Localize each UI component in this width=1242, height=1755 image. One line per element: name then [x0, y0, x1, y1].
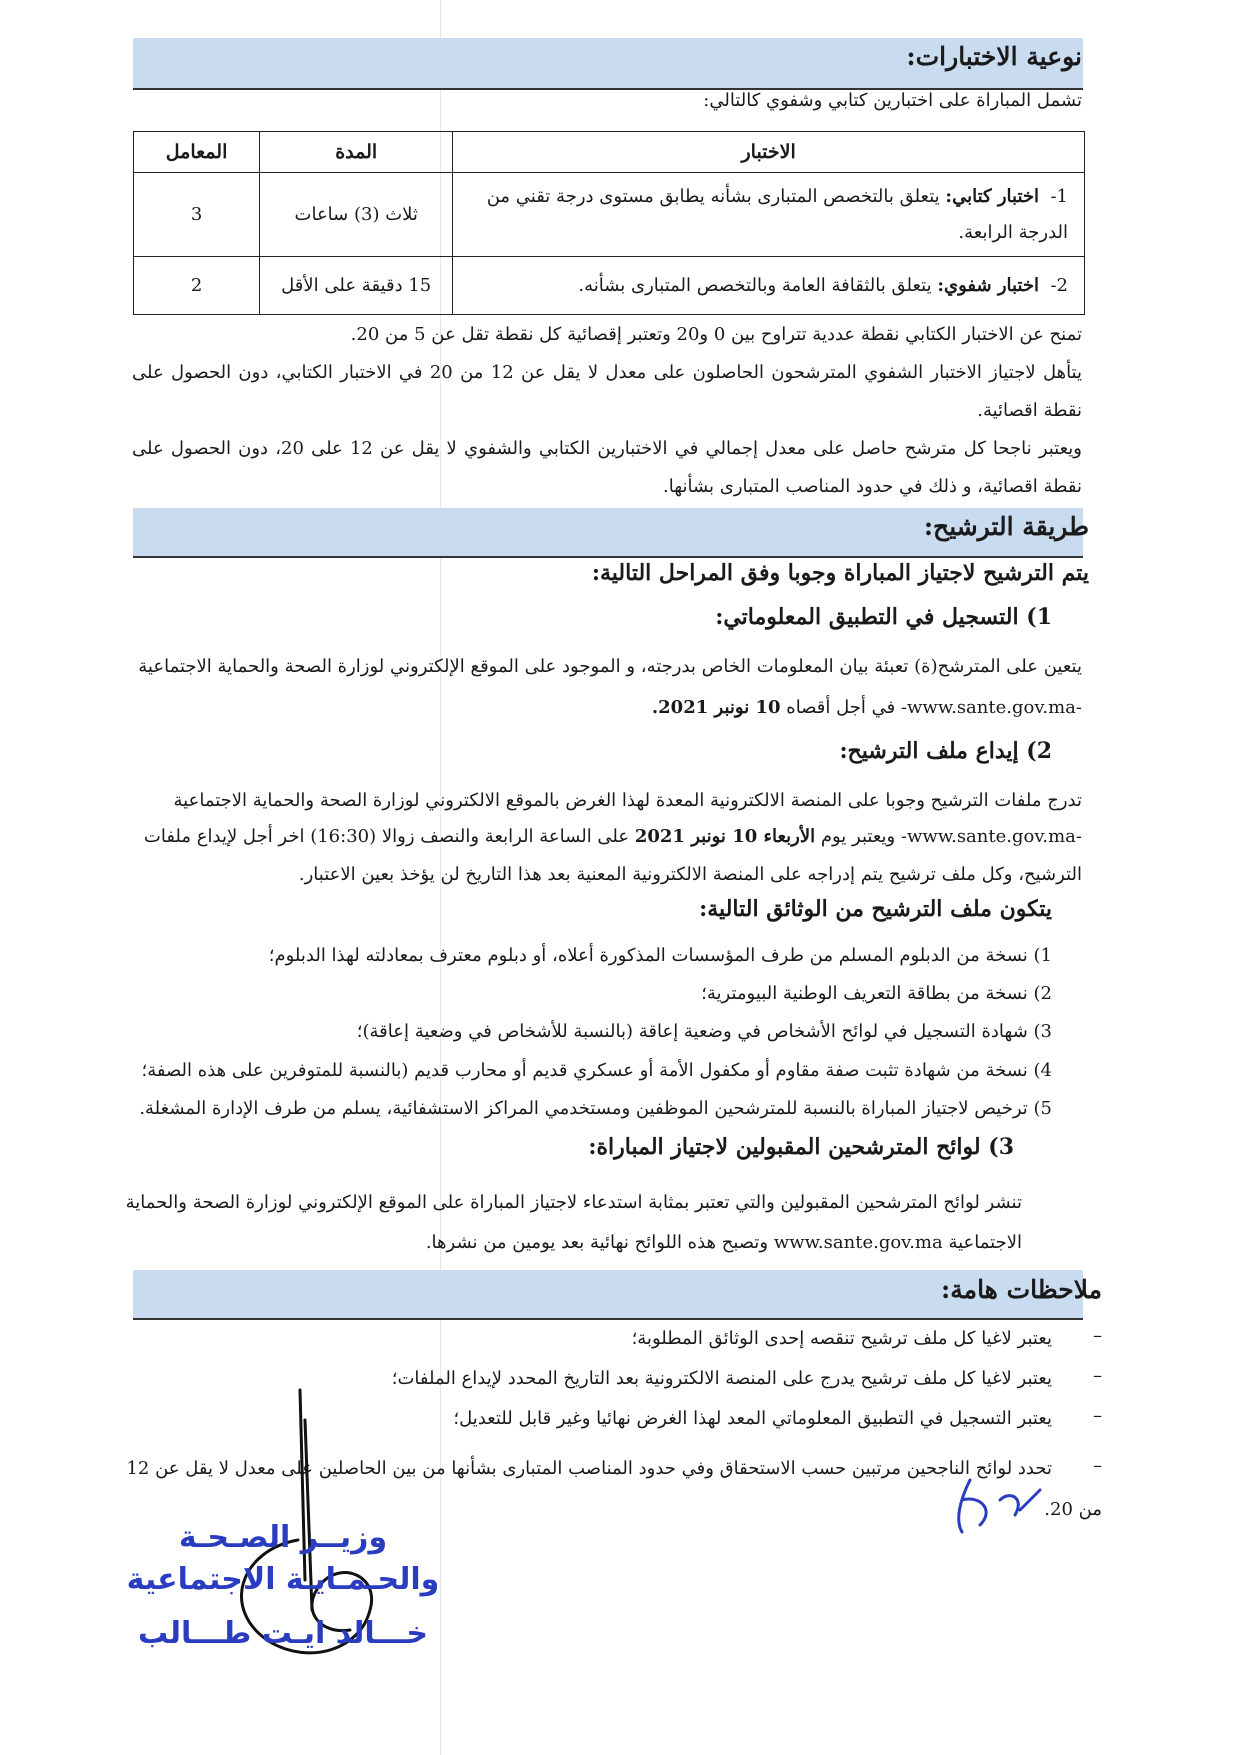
- row-test-text: يتعلق بالتخصص المتبارى بشأنه يطابق مستوى درجة تقني من الدرجة الرابعة.: [486, 185, 1068, 243]
- row-number: 1-: [1050, 185, 1068, 207]
- step1-deadline: 10 نونبر 2021.: [651, 697, 781, 718]
- row-coef: 3: [134, 173, 260, 257]
- table-header-row: [134, 132, 1085, 173]
- step2-line3: الترشيح، وكل ملف ترشيح يتم إدراجه على المنصة الالكترونية المعنية بعد هذا التاريخ لن يؤخذ بعين الاعتبار.: [298, 864, 1082, 885]
- section-title-candidacy: طريقة الترشيح:: [923, 512, 1089, 541]
- step3-title: 3) لوائح المترشحين المقبولين لاجتياز المباراة:: [588, 1134, 1014, 1160]
- list-item: يعتبر لاغيا كل ملف ترشيح تنقصه إحدى الوثائق المطلوبة؛: [631, 1328, 1052, 1349]
- row-duration: 15 دقيقة على الأقل: [260, 257, 453, 315]
- note-dash: –: [1093, 1365, 1102, 1386]
- step2-line2-rest: على الساعة الرابعة والنصف زوالا (16:30) اخر أجل لإيداع ملفات: [143, 826, 635, 847]
- tests-table: [133, 131, 1085, 315]
- step2-deadline: الأربعاء 10 نونبر 2021: [634, 826, 816, 847]
- section-title-tests: نوعية الاختبارات:: [906, 42, 1082, 71]
- stamp-ministry-line: والحـمـايـة الاجتماعية: [126, 1562, 440, 1597]
- header-coef: المعامل: [134, 132, 260, 173]
- paragraph-written-score: تمنح عن الاختبار الكتابي نقطة عددية تتراوح بين 0 و20 وتعتبر إقصائية كل نقطة تقل عن 5 من 20.: [350, 324, 1082, 345]
- step1-line2-text: -www.sante.gov.ma- في أجل أقصاه: [780, 697, 1082, 718]
- row-number: 2-: [1050, 274, 1068, 296]
- table-row: [134, 257, 1085, 315]
- step2-title: 2) إيداع ملف الترشيح:: [839, 738, 1052, 764]
- list-item: يعتبر لاغيا كل ملف ترشيح يدرج على المنصة الالكترونية بعد التاريخ المحدد لإيداع الملفات؛: [391, 1368, 1052, 1389]
- row-test-text: يتعلق بالثقافة العامة وبالتخصص المتبارى بشأنه.: [578, 274, 932, 296]
- initials-scribble: [940, 1470, 1060, 1540]
- list-item: 5) ترخيص لاجتياز المباراة بالنسبة للمترشحين الموظفين ومستخدمي المراكز الاستشفائية، يسلم من طرف الإدارة المشغلة.: [139, 1098, 1052, 1119]
- row-coef: 2: [134, 257, 260, 315]
- note-dash: –: [1093, 1325, 1102, 1346]
- stamp-name-line: خـــالد ايـت طـــالب: [138, 1616, 428, 1651]
- stamp-minister-line: وزيــر الصـحـة: [178, 1520, 388, 1555]
- list-item: 3) شهادة التسجيل في لوائح الأشخاص في وضعية إعاقة (بالنسبة للأشخاص في وضعية إعاقة)؛: [356, 1021, 1052, 1042]
- section-title-notes: ملاحظات هامة:: [941, 1275, 1102, 1304]
- step3-line1: تنشر لوائح المترشحين المقبولين والتي تعتبر بمثابة استدعاء لاجتياز المباراة على الموقع الإلكتروني لوزارة الصحة والحماية: [125, 1192, 1022, 1213]
- row-test-name: اختبار كتابي:: [945, 185, 1039, 207]
- step3-line2: الاجتماعية www.sante.gov.ma وتصبح هذه اللوائح نهائية بعد يومين من نشرها.: [425, 1232, 1022, 1253]
- note-dash: –: [1093, 1455, 1102, 1476]
- step1-line1: يتعين على المترشح(ة) تعبئة بيان المعلومات الخاص بدرجته، و الموجود على الموقع الإلكتروني لوزارة الصحة والحماية الاجتماعية: [138, 656, 1082, 677]
- docs-title: يتكون ملف الترشيح من الوثائق التالية:: [699, 896, 1052, 922]
- table-row: [134, 173, 1085, 257]
- note-dash: –: [1093, 1405, 1102, 1426]
- header-test: الاختبار: [453, 132, 1085, 173]
- step2-line2-text: -www.sante.gov.ma- ويعتبر يوم: [815, 826, 1082, 847]
- row-test-description: [453, 173, 1085, 257]
- row-test-description: [453, 257, 1085, 315]
- step2-line2: [144, 822, 1082, 852]
- tests-intro: تشمل المباراة على اختبارين كتابي وشفوي كالتالي:: [703, 90, 1082, 111]
- note-tail: من 20.: [1044, 1499, 1102, 1520]
- candidacy-subtitle: يتم الترشيح لاجتياز المباراة وجوبا وفق المراحل التالية:: [591, 560, 1089, 586]
- header-duration: المدة: [260, 132, 453, 173]
- list-item: تحدد لوائح الناجحين مرتبين حسب الاستحقاق وفي حدود المناصب المتبارى بشأنها من بين الحاصلين على معدل لا يقل عن 12: [126, 1458, 1052, 1479]
- list-item: 1) نسخة من الدبلوم المسلم من طرف المؤسسات المذكورة أعلاه، أو دبلوم معترف بمعادلته لهذا الدبلوم؛: [268, 945, 1052, 966]
- step1-line2: [652, 693, 1082, 723]
- row-test-name: اختبار شفوي:: [937, 274, 1039, 296]
- step2-line1: تدرج ملفات الترشيح وجوبا على المنصة الالكترونية المعدة لهذا الغرض بالموقع الالكتروني لوزارة الصحة والحماية الاجتماعية: [173, 790, 1082, 811]
- list-item: يعتبر التسجيل في التطبيق المعلوماتي المعد لهذا الغرض نهائيا وغير قابل للتعديل؛: [453, 1408, 1052, 1429]
- list-item: 2) نسخة من بطاقة التعريف الوطنية البيومترية؛: [701, 983, 1052, 1004]
- row-duration: ثلاث (3) ساعات: [260, 173, 453, 257]
- step1-title: 1) التسجيل في التطبيق المعلوماتي:: [715, 604, 1052, 630]
- paragraph-oral-eligibility: يتأهل لاجتياز الاختبار الشفوي المترشحون الحاصلون على معدل لا يقل عن 12 من 20 في الاختبار الكتابي، دون الحصول على نقطة اقصائية.: [132, 362, 1082, 421]
- list-item: 4) نسخة من شهادة تثبت صفة مقاوم أو مكفول الأمة أو عسكري قديم أو محارب قديم (بالنسبة للمتوفرين على هذه الصفة؛: [141, 1060, 1052, 1081]
- paragraph-success: ويعتبر ناجحا كل مترشح حاصل على معدل إجمالي في الاختبارين الكتابي والشفوي لا يقل عن 12 على 20، دون الحصول على نقطة اقصائية، و ذلك في حدود المناصب المتبارى بشأنها.: [132, 438, 1082, 497]
